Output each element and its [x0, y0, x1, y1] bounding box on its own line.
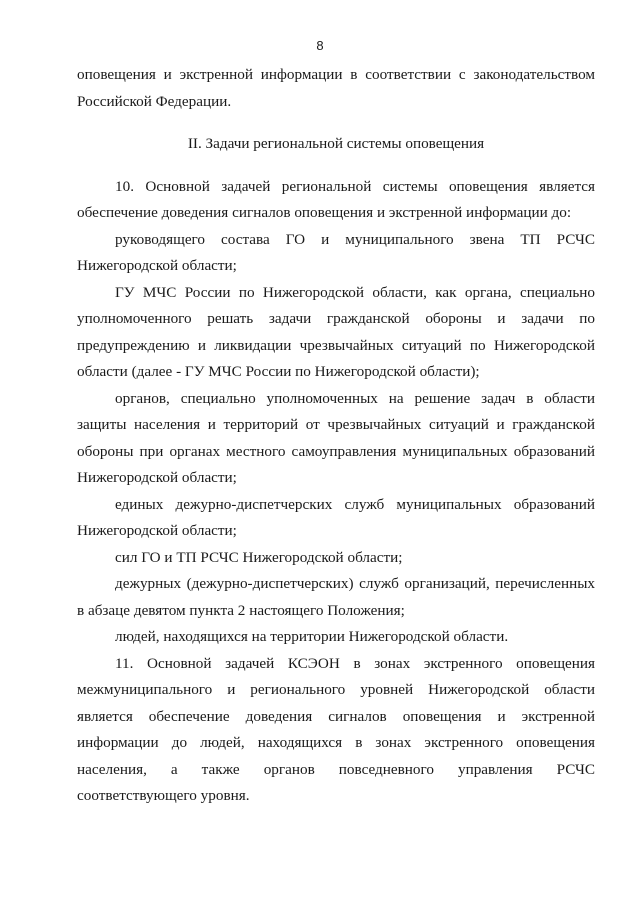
list-item: единых дежурно-диспетчерских служб муниципальных образований Нижегородской области;: [77, 495, 595, 539]
page-number: 8: [316, 38, 324, 53]
section-heading: II. Задачи региональной системы оповещения: [187, 135, 485, 152]
paragraph-item-11: 11. Основной задачей КСЭОН в зонах экстренного оповещения межмуниципального и регионального уровней Нижегородской области является обеспечение доведения сигналов оповещения и экстренной информации до людей, находящихся в зонах экстренного оповещения населения, а также органов повседневного управления РСЧС соответствующего уровня.: [77, 654, 595, 804]
list-item: руководящего состава ГО и муниципального звена ТП РСЧС Нижегородской области;: [77, 230, 595, 274]
list-item: ГУ МЧС России по Нижегородской области, как органа, специально уполномоченного решать задачи гражданской обороны и задачи по предупреждению и ликвидации чрезвычайных ситуаций по Нижегородской области (далее - ГУ МЧС России по Нижегородской области);: [77, 283, 595, 380]
document-body: [77, 62, 595, 810]
paragraph-item-10: 10. Основной задачей региональной системы оповещения является обеспечение доведения сигналов оповещения и экстренной информации до:: [77, 177, 595, 221]
list-item: органов, специально уполномоченных на решение задач в области защиты населения и территорий от чрезвычайных ситуаций и гражданской обороны при органах местного самоуправления муниципальных образований Нижегородской области;: [77, 389, 595, 486]
continuation-paragraph: оповещения и экстренной информации в соответствии с законодательством Российской Федерации.: [77, 66, 595, 110]
list-item: сил ГО и ТП РСЧС Нижегородской области;: [115, 548, 403, 566]
list-item: дежурных (дежурно-диспетчерских) служб организаций, перечисленных в абзаце девятом пункта 2 настоящего Положения;: [77, 575, 595, 619]
list-item: людей, находящихся на территории Нижегородской области.: [115, 628, 509, 645]
